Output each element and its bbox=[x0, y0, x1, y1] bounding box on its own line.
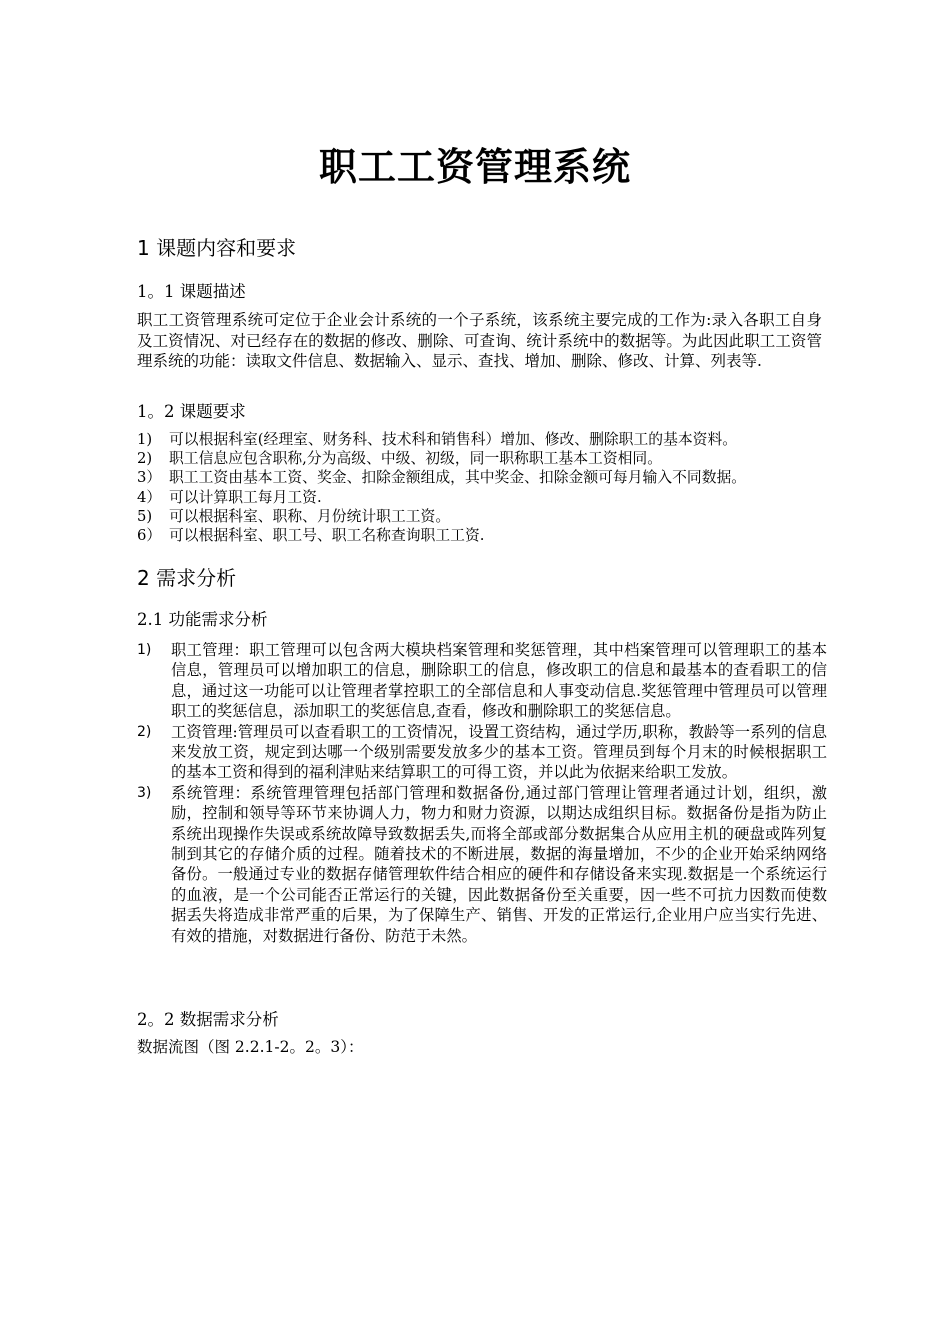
list-number: 3） bbox=[137, 469, 162, 487]
list-item bbox=[137, 526, 827, 545]
list-number: 5) bbox=[137, 507, 153, 525]
subsection-heading-1-2: 1。2 课题要求 bbox=[137, 402, 246, 421]
list-number: 4） bbox=[137, 488, 162, 506]
list-number: 6） bbox=[137, 527, 162, 545]
list-text: 职工工资由基本工资、奖金、扣除金额组成，其中奖金、扣除金额可每月输入不同数据。 bbox=[169, 469, 747, 487]
document-title: 职工工资管理系统 bbox=[318, 145, 631, 189]
list-text: 可以根据科室(经理室、财务科、技术科和销售科）增加、修改、删除职工的基本资料。 bbox=[169, 431, 738, 448]
list-number: 2) bbox=[137, 723, 152, 740]
section-heading-1: 1 课题内容和要求 bbox=[137, 236, 297, 260]
figure-caption: 数据流图（图 2.2.1-2。2。3）： bbox=[137, 1038, 364, 1056]
list-number: 1) bbox=[137, 642, 152, 658]
list-item bbox=[137, 640, 827, 722]
subsection-heading-1-1: 1。1 课题描述 bbox=[137, 282, 246, 301]
list-number: 2) bbox=[137, 450, 153, 468]
list-item bbox=[137, 722, 827, 783]
list-text: 职工管理：职工管理可以包含两大模块档案管理和奖惩管理，其中档案管理可以管理职工的基本信息，管理员可以增加职工的信息，删除职工的信息，修改职工的信息和最基本的查看职工的信息，通过这一功能可以让管理者掌控职工的全部信息和人事变动信息.奖惩管理中管理员可以管理职工的奖惩信息，添加职工的奖惩信息,查看，修改和删除职工的奖惩信息。 bbox=[171, 641, 827, 721]
section-heading-2: 2 需求分析 bbox=[137, 566, 237, 590]
paragraph-description: 职工工资管理系统可定位于企业会计系统的一个子系统，该系统主要完成的工作为:录入各职工自身及工资情况、对已经存在的数据的修改、删除、可查询、统计系统中的数据等。为此因此职工工资管理系统的功能：读取文件信息、数据输入、显示、查找、增加、删除、修改、计算、列表等. bbox=[137, 311, 822, 370]
list-item bbox=[137, 449, 827, 468]
list-item bbox=[137, 488, 827, 507]
list-item bbox=[137, 507, 827, 526]
list-item bbox=[137, 783, 827, 946]
functional-requirements-list bbox=[137, 640, 827, 946]
list-item bbox=[137, 468, 827, 487]
requirements-list bbox=[137, 430, 827, 545]
list-text: 可以根据科室、职称、月份统计职工工资。 bbox=[169, 507, 451, 525]
list-item bbox=[137, 430, 827, 449]
list-text: 职工信息应包含职称,分为高级、中级、初级，同一职称职工基本工资相同。 bbox=[169, 450, 663, 468]
subsection-heading-2-2: 2。2 数据需求分析 bbox=[137, 1010, 279, 1029]
list-text: 系统管理：系统管理管理包括部门管理和数据备份,通过部门管理让管理者通过计划，组织，激励，控制和领导等环节来协调人力，物力和财力资源，以期达成组织目标。数据备份是指为防止系统出现操作失误或系统故障导致数据丢失,而将全部或部分数据集合从应用主机的硬盘或阵列复制到其它的存储介质的过程。随着技术的不断进展，数据的海量增加，不少的企业开始采纳网络备份。一般通过专业的数据存储管理软件结合相应的硬件和存储设备来实现.数据是一个系统运行的血液，是一个公司能否正常运行的关键，因此数据备份至关重要，因一些不可抗力因数而使数据丢失将造成非常严重的后果，为了保障生产、销售、开发的正常运行,企业用户应当实行先进、有效的措施，对数据进行备份、防范于未然。 bbox=[171, 783, 827, 945]
list-text: 工资管理:管理员可以查看职工的工资情况，设置工资结构，通过学历,职称，教龄等一系列的信息来发放工资，规定到达哪一个级别需要发放多少的基本工资。管理员到每个月末的时候根据职工的基本工资和得到的福利津贴来结算职工的可得工资，并以此为依据来给职工发放。 bbox=[171, 722, 827, 782]
subsection-heading-2-1: 2.1 功能需求分析 bbox=[137, 610, 268, 629]
list-text: 可以计算职工每月工资. bbox=[169, 488, 322, 506]
list-number: 1) bbox=[137, 431, 153, 448]
list-text: 可以根据科室、职工号、职工名称查询职工工资. bbox=[169, 527, 485, 545]
list-number: 3) bbox=[137, 784, 152, 801]
